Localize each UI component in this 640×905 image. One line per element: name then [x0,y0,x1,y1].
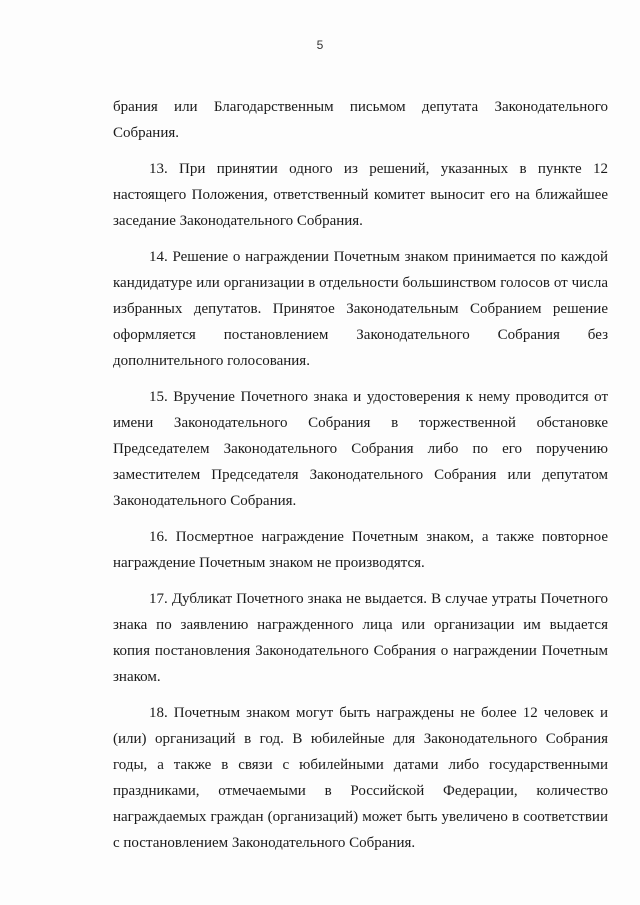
paragraph-continuation: брания или Благодарственным письмом депутата Законодательного Собрания. [113,99,608,141]
paragraph-16: 16. Посмертное награждение Почетным знаком, а также повторное награждение Почетным знаком не производятся. [113,529,608,571]
paragraph-14: 14. Решение о награждении Почетным знаком принимается по каждой кандидатуре или организации в отдельности большинством голосов от числа избранных депутатов. Принятое Законодательным Собранием решение оформляется постановлением Законодательного Собрания без дополнительного голосования. [113,249,608,369]
page-number: 5 [316,38,324,52]
paragraph-17: 17. Дубликат Почетного знака не выдается. В случае утраты Почетного знака по заявлению награжденного лица или организации им выдается копия постановления Законодательного Собрания о награждении Почетным знаком. [113,591,608,685]
paragraph-18: 18. Почетным знаком могут быть награждены не более 12 человек и (или) организаций в год. В юбилейные для Законодательного Собрания годы, а также в связи с юбилейными датами либо государственными праздниками, отмечаемыми в Российской Федерации, количество награждаемых граждан (организаций) может быть увеличено в соответствии с постановлением Законодательного Собрания. [113,705,608,851]
document-body [113,94,608,866]
paragraph-15: 15. Вручение Почетного знака и удостоверения к нему проводится от имени Законодательного Собрания в торжественной обстановке Председателем Законодательного Собрания либо по его поручению заместителем Председателя Законодательного Собрания или депутатом Законодательного Собрания. [113,389,608,509]
paragraph-13: 13. При принятии одного из решений, указанных в пункте 12 настоящего Положения, ответственный комитет выносит его на ближайшее заседание Законодательного Собрания. [113,161,608,229]
